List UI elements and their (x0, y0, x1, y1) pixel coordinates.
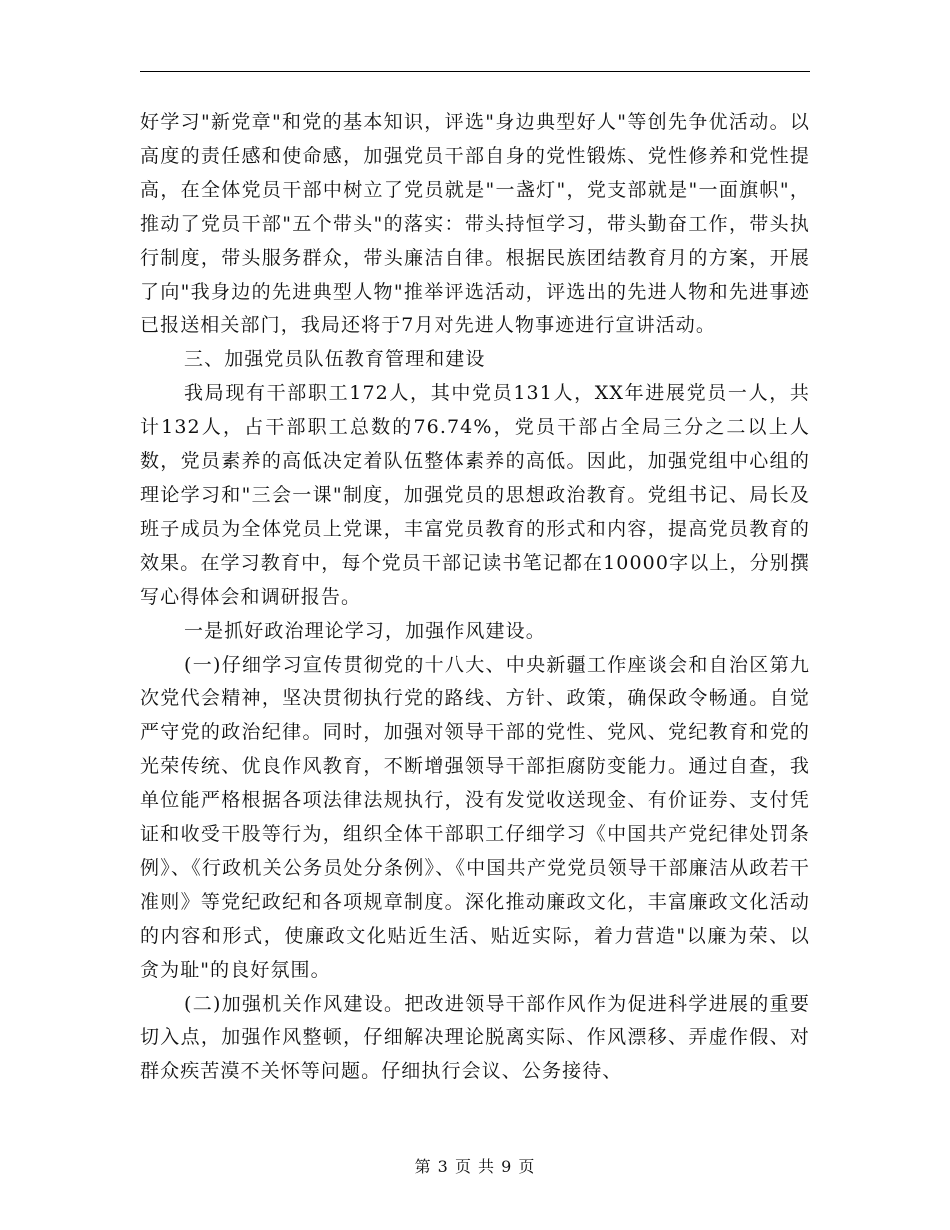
paragraph-staff-overview: 我局现有干部职工172人，其中党员131人，XX年进展党员一人，共计132人，占干部职工总数的76.74%，党员干部占全局三分之二以上人数，党员素养的高低决定着队伍整体素养的高低。因此，加强党组中心组的理论学习和"三会一课"制度，加强党员的思想政治教育。党组书记、局长及班子成员为全体党员上党课，丰富党员教育的形式和内容，提高党员教育的效果。在学习教育中，每个党员干部记读书笔记都在10000字以上，分别撰写心得体会和调研报告。 (140, 382, 810, 608)
page-number-footer: 第 3 页 共 9 页 (414, 1157, 536, 1176)
body-text (140, 106, 810, 1089)
paragraph-item-one: (一)仔细学习宣传贯彻党的十八大、中央新疆工作座谈会和自治区第九次党代会精神，坚决贯彻执行党的路线、方针、政策，确保政令畅通。自觉严守党的政治纪律。同时，加强对领导干部的党性、党风、党纪教育和党的光荣传统、优良作风教育，不断增强领导干部拒腐防变能力。通过自查，我单位能严格根据各项法律法规执行，没有发觉收送现金、有价证券、支付凭证和收受干股等行为，组织全体干部职工仔细学习《中国共产党纪律处罚条例》、《行政机关公务员处分条例》、《中国共产党党员领导干部廉洁从政若干准则》等党纪政纪和各项规章制度。深化推动廉政文化，丰富廉政文化活动的内容和形式，使廉政文化贴近生活、贴近实际，着力营造"以廉为荣、以贪为耻"的良好氛围。 (140, 653, 810, 981)
header-rule (140, 71, 810, 72)
paragraph-item-two: (二)加强机关作风建设。把改进领导干部作风作为促进科学进展的重要切入点，加强作风整顿，仔细解决理论脱离实际、作风漂移、弄虚作假、对群众疾苦漠不关怀等问题。仔细执行会议、公务接待、 (140, 992, 810, 1083)
paragraph-continuation: 好学习"新党章"和党的基本知识，评选"身边典型好人"等创先争优活动。以高度的责任感和使命感，加强党员干部自身的党性锻炼、党性修养和党性提高，在全体党员干部中树立了党员就是"一盏灯"，党支部就是"一面旗帜"，推动了党员干部"五个带头"的落实：带头持恒学习，带头勤奋工作，带头执行制度，带头服务群众，带头廉洁自律。根据民族团结教育月的方案，开展了向"我身边的先进典型人物"推举评选活动，评选出的先进人物和先进事迹已报送相关部门，我局还将于7月对先进人物事迹进行宣讲活动。 (140, 111, 810, 337)
subsection-heading: 一是抓好政治理论学习，加强作风建设。 (184, 619, 546, 642)
section-heading: 三、加强党员队伍教育管理和建设 (184, 348, 486, 371)
